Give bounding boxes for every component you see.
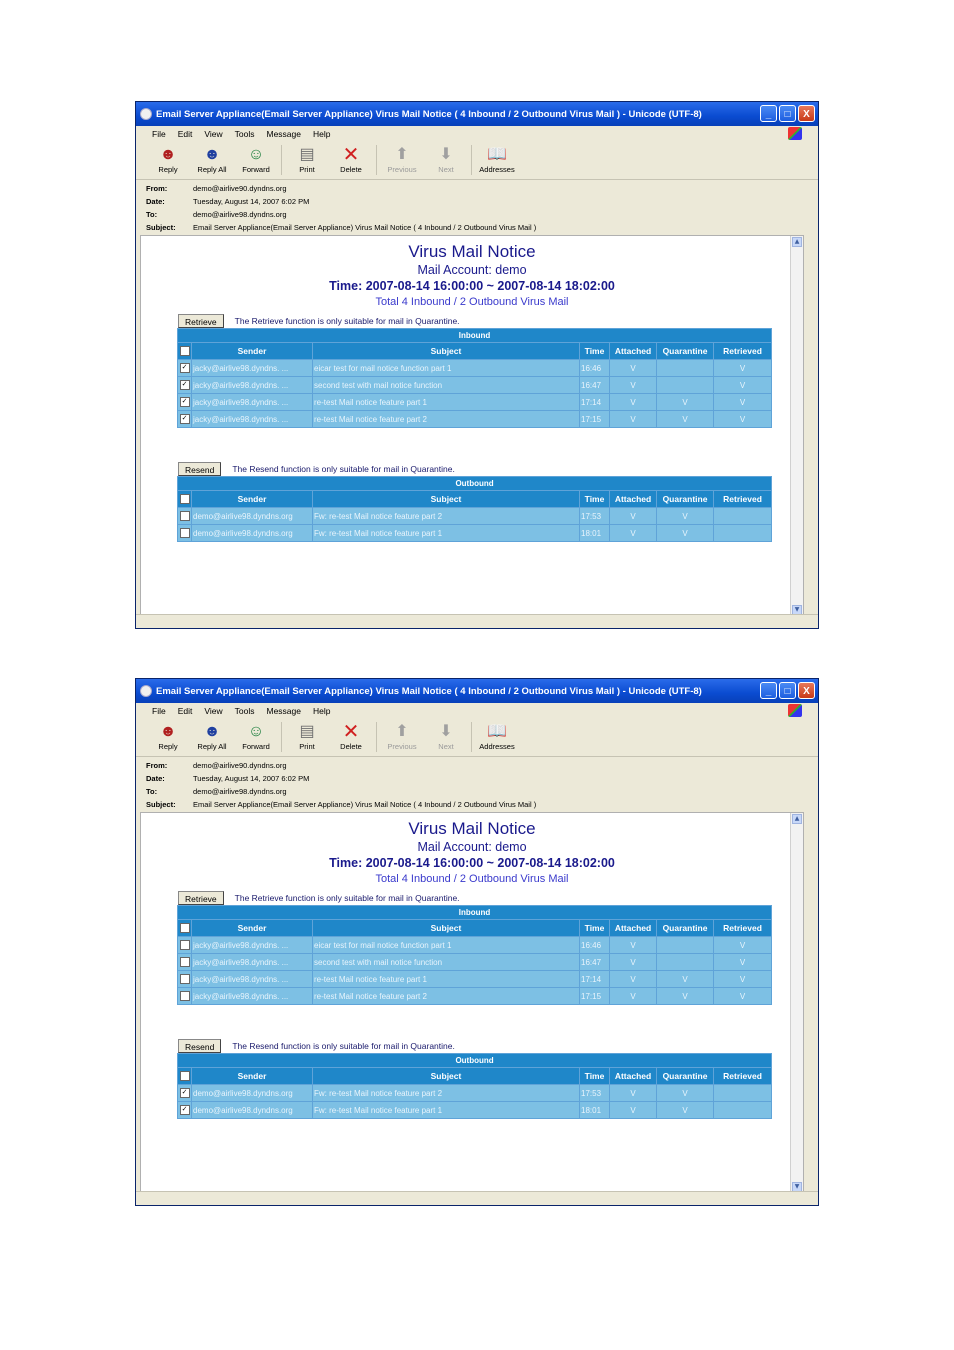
row-checkbox[interactable]: ✓ (178, 377, 192, 394)
menu-view[interactable]: View (204, 705, 223, 716)
sender-cell: demo@airlive98.dyndns.org (192, 525, 313, 542)
retrieved-cell: V (714, 411, 772, 428)
row-checkbox[interactable]: ✓ (178, 1102, 192, 1119)
delete-label: Delete (340, 742, 362, 751)
subject-cell: re-test Mail notice feature part 1 (313, 394, 580, 411)
reply-all-icon: ☻ (203, 723, 221, 740)
select-all-checkbox[interactable] (178, 1068, 192, 1085)
retrieve-note: The Retrieve function is only suitable for mail in Quarantine. (234, 316, 460, 326)
toolbar (136, 718, 818, 757)
select-all-checkbox[interactable] (178, 491, 192, 508)
table-row[interactable] (178, 937, 772, 954)
arrow-down-icon: ⬇ (439, 723, 453, 740)
next-label: Next (438, 742, 454, 751)
retrieved-cell: V (714, 971, 772, 988)
toolbar-divider (471, 145, 472, 175)
col-retrieved: Retrieved (714, 920, 772, 937)
quarantine-cell: V (657, 411, 714, 428)
attached-cell: V (610, 411, 657, 428)
quarantine-cell: V (657, 394, 714, 411)
addresses-label: Addresses (479, 165, 515, 174)
time-cell: 16:46 (580, 937, 610, 954)
subject-cell: Fw: re-test Mail notice feature part 1 (313, 525, 580, 542)
close-button[interactable]: X (798, 682, 815, 699)
table-row[interactable] (178, 1085, 772, 1102)
row-checkbox[interactable]: ✓ (178, 411, 192, 428)
toolbar-divider (376, 722, 377, 752)
vertical-scrollbar[interactable] (790, 236, 803, 616)
forward-icon: ☺ (247, 146, 265, 163)
quarantine-cell: V (657, 971, 714, 988)
print-label: Print (299, 742, 315, 751)
attached-cell: V (610, 954, 657, 971)
menu-edit[interactable]: Edit (177, 128, 193, 139)
scroll-up-icon[interactable]: ▲ (792, 237, 802, 247)
date-value: Tuesday, August 14, 2007 6:02 PM (193, 197, 310, 206)
message-headers (136, 180, 818, 234)
outbound-caption: Outbound (178, 1054, 772, 1068)
subject-cell: Fw: re-test Mail notice feature part 2 (313, 1085, 580, 1102)
col-sender: Sender (192, 343, 313, 360)
inbound-caption: Inbound (178, 329, 772, 343)
retrieved-cell: V (714, 360, 772, 377)
windows-logo-icon (788, 127, 802, 140)
menu-help[interactable]: Help (312, 705, 331, 716)
col-retrieved: Retrieved (714, 343, 772, 360)
retrieved-cell (714, 1085, 772, 1102)
row-checkbox[interactable]: ✓ (178, 394, 192, 411)
next-label: Next (438, 165, 454, 174)
toolbar-divider (376, 145, 377, 175)
menu-tools[interactable]: Tools (234, 705, 255, 716)
col-quarantine: Quarantine (657, 343, 714, 360)
reply-all-button[interactable] (190, 718, 234, 751)
subject-value: Email Server Appliance(Email Server Appliance) Virus Mail Notice ( 4 Inbound / 2 Outbound Virus Mail ) (193, 223, 537, 232)
outbound-table (177, 476, 772, 542)
quarantine-cell (657, 937, 714, 954)
maximize-button[interactable]: □ (779, 105, 796, 122)
col-quarantine: Quarantine (657, 920, 714, 937)
attached-cell: V (610, 988, 657, 1005)
reply-all-button[interactable] (190, 141, 234, 174)
mail-app-icon (140, 685, 152, 697)
scroll-up-icon[interactable]: ▲ (792, 814, 802, 824)
to-value: demo@airlive98.dyndns.org (193, 210, 287, 219)
col-subject: Subject (313, 343, 580, 360)
arrow-up-icon: ⬆ (395, 146, 409, 163)
next-button[interactable] (424, 141, 468, 174)
window-title: Email Server Appliance(Email Server Appliance) Virus Mail Notice ( 4 Inbound / 2 Outbound Virus Mail ) - Unicode (UTF-8) (156, 685, 702, 697)
table-row[interactable] (178, 954, 772, 971)
menu-edit[interactable]: Edit (177, 705, 193, 716)
retrieved-cell (714, 525, 772, 542)
delete-button[interactable] (329, 141, 373, 174)
forward-icon: ☺ (247, 723, 265, 740)
reply-icon: ☻ (159, 723, 177, 740)
toolbar-divider (471, 722, 472, 752)
to-value: demo@airlive98.dyndns.org (193, 787, 287, 796)
status-bar (136, 614, 818, 628)
sender-cell: demo@airlive98.dyndns.org (192, 1085, 313, 1102)
window-title: Email Server Appliance(Email Server Appliance) Virus Mail Notice ( 4 Inbound / 2 Outbound Virus Mail ) - Unicode (UTF-8) (156, 108, 702, 120)
mail-account: Mail Account: demo (417, 263, 527, 277)
retrieved-cell: V (714, 377, 772, 394)
menu-view[interactable]: View (204, 128, 223, 139)
col-quarantine: Quarantine (657, 1068, 714, 1085)
mail-window (135, 678, 819, 1206)
table-row[interactable] (178, 971, 772, 988)
col-sender: Sender (192, 1068, 313, 1085)
vertical-scrollbar[interactable] (790, 813, 803, 1193)
reply-all-icon: ☻ (203, 146, 221, 163)
addresses-label: Addresses (479, 742, 515, 751)
table-row[interactable] (178, 394, 772, 411)
reply-label: Reply (158, 165, 178, 174)
row-checkbox[interactable]: ✓ (178, 360, 192, 377)
sender-cell: jacky@airlive98.dyndns. ... (192, 988, 313, 1005)
row-checkbox[interactable] (178, 988, 192, 1005)
reply-button[interactable] (146, 141, 190, 174)
time-range: Time: 2007-08-14 16:00:00 ~ 2007-08-14 18:02:00 (329, 856, 615, 870)
reply-label: Reply (158, 742, 178, 751)
title-bar (136, 679, 818, 703)
delete-button[interactable] (329, 718, 373, 751)
col-subject: Subject (313, 920, 580, 937)
col-sender: Sender (192, 491, 313, 508)
time-range: Time: 2007-08-14 16:00:00 ~ 2007-08-14 18:02:00 (329, 279, 615, 293)
row-checkbox[interactable] (178, 508, 192, 525)
sender-cell: jacky@airlive98.dyndns. ... (192, 937, 313, 954)
col-time: Time (580, 920, 610, 937)
outbound-table (177, 1053, 772, 1119)
sender-cell: jacky@airlive98.dyndns. ... (192, 360, 313, 377)
reply-button[interactable] (146, 718, 190, 751)
toolbar-divider (281, 722, 282, 752)
date-label: Date: (146, 197, 165, 206)
print-button[interactable] (285, 718, 329, 751)
attached-cell: V (610, 1102, 657, 1119)
col-quarantine: Quarantine (657, 491, 714, 508)
time-cell: 16:47 (580, 954, 610, 971)
attached-cell: V (610, 508, 657, 525)
table-row[interactable] (178, 1102, 772, 1119)
total-summary: Total 4 Inbound / 2 Outbound Virus Mail (375, 873, 569, 885)
time-cell: 16:46 (580, 360, 610, 377)
row-checkbox[interactable]: ✓ (178, 1085, 192, 1102)
delete-label: Delete (340, 165, 362, 174)
retrieved-cell: V (714, 988, 772, 1005)
inbound-table (177, 328, 772, 428)
subject-cell: second test with mail notice function (313, 954, 580, 971)
mail-window (135, 101, 819, 629)
attached-cell: V (610, 360, 657, 377)
attached-cell: V (610, 394, 657, 411)
table-row[interactable] (178, 411, 772, 428)
message-body (140, 812, 804, 1194)
scroll-down-icon[interactable]: ▼ (792, 605, 802, 615)
retrieved-cell: V (714, 937, 772, 954)
to-label: To: (146, 787, 158, 796)
toolbar-divider (281, 145, 282, 175)
close-button[interactable]: X (798, 105, 815, 122)
sender-cell: jacky@airlive98.dyndns. ... (192, 954, 313, 971)
subject-cell: re-test Mail notice feature part 2 (313, 411, 580, 428)
printer-icon: ▤ (299, 146, 315, 163)
subject-cell: re-test Mail notice feature part 1 (313, 971, 580, 988)
maximize-button[interactable]: □ (779, 682, 796, 699)
col-retrieved: Retrieved (714, 491, 772, 508)
time-cell: 18:01 (580, 1102, 610, 1119)
windows-logo-icon (788, 704, 802, 717)
table-row[interactable] (178, 377, 772, 394)
forward-button[interactable] (234, 141, 278, 174)
quarantine-cell: V (657, 1102, 714, 1119)
retrieve-button[interactable]: Retrieve (178, 891, 224, 905)
date-label: Date: (146, 774, 165, 783)
subject-cell: eicar test for mail notice function part 1 (313, 360, 580, 377)
col-time: Time (580, 491, 610, 508)
retrieve-note: The Retrieve function is only suitable for mail in Quarantine. (234, 893, 460, 903)
message-body (140, 235, 804, 617)
col-attached: Attached (610, 343, 657, 360)
menu-tools[interactable]: Tools (234, 128, 255, 139)
col-retrieved: Retrieved (714, 1068, 772, 1085)
inbound-caption: Inbound (178, 906, 772, 920)
arrow-up-icon: ⬆ (395, 723, 409, 740)
quarantine-cell: V (657, 525, 714, 542)
toolbar (136, 141, 818, 180)
sender-cell: demo@airlive98.dyndns.org (192, 1102, 313, 1119)
time-cell: 16:47 (580, 377, 610, 394)
forward-label: Forward (242, 742, 270, 751)
sender-cell: jacky@airlive98.dyndns. ... (192, 377, 313, 394)
menu-message[interactable]: Message (266, 705, 301, 716)
time-cell: 17:53 (580, 508, 610, 525)
attached-cell: V (610, 525, 657, 542)
col-time: Time (580, 343, 610, 360)
menu-bar (136, 126, 818, 141)
select-all-checkbox[interactable] (178, 920, 192, 937)
address-book-icon: 📖 (487, 146, 507, 163)
table-row[interactable] (178, 508, 772, 525)
notice-title: Virus Mail Notice (408, 819, 536, 838)
minimize-button[interactable]: _ (760, 105, 777, 122)
col-attached: Attached (610, 491, 657, 508)
print-label: Print (299, 165, 315, 174)
subject-label: Subject: (146, 223, 176, 232)
from-value: demo@airlive90.dyndns.org (193, 761, 287, 770)
previous-button[interactable] (380, 718, 424, 751)
message-headers (136, 757, 818, 811)
time-cell: 17:15 (580, 988, 610, 1005)
row-checkbox[interactable] (178, 954, 192, 971)
address-book-icon: 📖 (487, 723, 507, 740)
quarantine-cell (657, 954, 714, 971)
resend-button[interactable]: Resend (178, 462, 221, 476)
addresses-button[interactable] (475, 141, 519, 174)
total-summary: Total 4 Inbound / 2 Outbound Virus Mail (375, 296, 569, 308)
col-time: Time (580, 1068, 610, 1085)
delete-x-icon: ✕ (342, 721, 360, 743)
previous-label: Previous (387, 165, 417, 174)
col-attached: Attached (610, 920, 657, 937)
col-subject: Subject (313, 491, 580, 508)
quarantine-cell (657, 360, 714, 377)
delete-x-icon: ✕ (342, 144, 360, 166)
attached-cell: V (610, 971, 657, 988)
printer-icon: ▤ (299, 723, 315, 740)
forward-label: Forward (242, 165, 270, 174)
row-checkbox[interactable] (178, 525, 192, 542)
print-button[interactable] (285, 141, 329, 174)
time-cell: 17:14 (580, 971, 610, 988)
time-cell: 17:53 (580, 1085, 610, 1102)
subject-cell: Fw: re-test Mail notice feature part 1 (313, 1102, 580, 1119)
time-cell: 18:01 (580, 525, 610, 542)
notice-title: Virus Mail Notice (408, 242, 536, 261)
time-cell: 17:15 (580, 411, 610, 428)
sender-cell: jacky@airlive98.dyndns. ... (192, 971, 313, 988)
arrow-down-icon: ⬇ (439, 146, 453, 163)
menu-message[interactable]: Message (266, 128, 301, 139)
quarantine-cell: V (657, 508, 714, 525)
menu-help[interactable]: Help (312, 128, 331, 139)
previous-button[interactable] (380, 141, 424, 174)
addresses-button[interactable] (475, 718, 519, 751)
sender-cell: jacky@airlive98.dyndns. ... (192, 394, 313, 411)
subject-cell: Fw: re-test Mail notice feature part 2 (313, 508, 580, 525)
table-row[interactable] (178, 525, 772, 542)
attached-cell: V (610, 377, 657, 394)
reply-all-label: Reply All (197, 165, 227, 174)
from-label: From: (146, 184, 168, 193)
resend-note: The Resend function is only suitable for mail in Quarantine. (232, 464, 455, 474)
mail-app-icon (140, 108, 152, 120)
next-button[interactable] (424, 718, 468, 751)
subject-value: Email Server Appliance(Email Server Appliance) Virus Mail Notice ( 4 Inbound / 2 Outbound Virus Mail ) (193, 800, 537, 809)
col-attached: Attached (610, 1068, 657, 1085)
reply-icon: ☻ (159, 146, 177, 163)
attached-cell: V (610, 1085, 657, 1102)
date-value: Tuesday, August 14, 2007 6:02 PM (193, 774, 310, 783)
subject-cell: second test with mail notice function (313, 377, 580, 394)
quarantine-cell: V (657, 1085, 714, 1102)
subject-cell: re-test Mail notice feature part 2 (313, 988, 580, 1005)
quarantine-cell: V (657, 988, 714, 1005)
quarantine-cell (657, 377, 714, 394)
retrieve-button[interactable]: Retrieve (178, 314, 224, 328)
table-row[interactable] (178, 988, 772, 1005)
time-cell: 17:14 (580, 394, 610, 411)
from-label: From: (146, 761, 168, 770)
attached-cell: V (610, 937, 657, 954)
sender-cell: demo@airlive98.dyndns.org (192, 508, 313, 525)
row-checkbox[interactable] (178, 937, 192, 954)
row-checkbox[interactable] (178, 971, 192, 988)
menu-bar (136, 703, 818, 718)
reply-all-label: Reply All (197, 742, 227, 751)
retrieved-cell (714, 508, 772, 525)
resend-button[interactable]: Resend (178, 1039, 221, 1053)
outbound-caption: Outbound (178, 477, 772, 491)
mail-account: Mail Account: demo (417, 840, 527, 854)
scroll-down-icon[interactable]: ▼ (792, 1182, 802, 1192)
resend-note: The Resend function is only suitable for mail in Quarantine. (232, 1041, 455, 1051)
forward-button[interactable] (234, 718, 278, 751)
title-bar (136, 102, 818, 126)
col-subject: Subject (313, 1068, 580, 1085)
subject-label: Subject: (146, 800, 176, 809)
minimize-button[interactable]: _ (760, 682, 777, 699)
select-all-checkbox[interactable] (178, 343, 192, 360)
status-bar (136, 1191, 818, 1205)
inbound-table (177, 905, 772, 1005)
subject-cell: eicar test for mail notice function part 1 (313, 937, 580, 954)
retrieved-cell: V (714, 954, 772, 971)
to-label: To: (146, 210, 158, 219)
retrieved-cell (714, 1102, 772, 1119)
menu-file[interactable]: File (152, 128, 166, 139)
table-row[interactable] (178, 360, 772, 377)
menu-file[interactable]: File (152, 705, 166, 716)
sender-cell: jacky@airlive98.dyndns. ... (192, 411, 313, 428)
col-sender: Sender (192, 920, 313, 937)
from-value: demo@airlive90.dyndns.org (193, 184, 287, 193)
retrieved-cell: V (714, 394, 772, 411)
previous-label: Previous (387, 742, 417, 751)
